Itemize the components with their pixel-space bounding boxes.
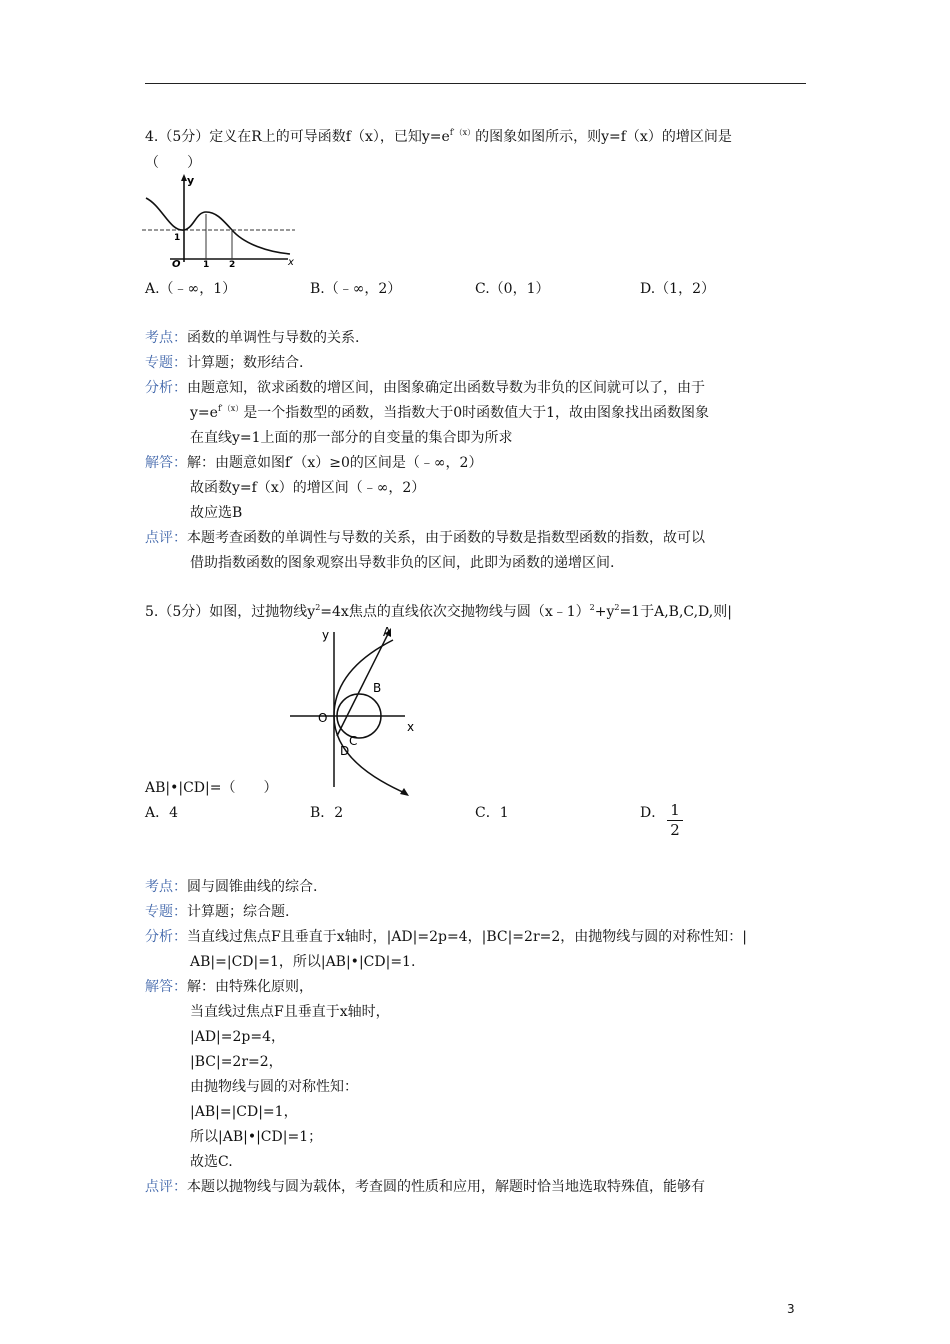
q5-fenxi-line2: AB|=|CD|=1，所以|AB|•|CD|=1. bbox=[190, 954, 416, 970]
q4-y-label: y bbox=[187, 174, 195, 187]
q5-zhuanti: 专题：计算题；综合题. bbox=[145, 904, 290, 920]
q4-answer-paren: （ ） bbox=[145, 155, 201, 171]
q4-curve bbox=[146, 198, 290, 254]
q5-option-d: D． bbox=[640, 805, 666, 821]
q5-kaodian: 考点：圆与圆锥曲线的综合. bbox=[145, 879, 318, 895]
q5-option-c: C．1 bbox=[475, 805, 509, 821]
q5-point-b-label: B bbox=[373, 681, 382, 695]
q4-fenxi: 分析：由题意知，欲求函数的增区间，由图象确定出函数导数为非负的区间就可以了，由于 bbox=[145, 380, 705, 396]
q5-jieda-line6: |AB|=|CD|=1， bbox=[190, 1104, 298, 1120]
q5-graph bbox=[285, 622, 435, 798]
q5-option-d-fraction bbox=[667, 802, 683, 839]
q4-fenxi-line2: $y=e^{f'(x)}$是一个指数型的函数，当指数大于0时函数值大于1，故由图象找出函数图象 bbox=[190, 404, 710, 421]
q4-stem: 4.（5分）定义在R上的可导函数f（x），已知$y=e^{f'(x)}$的图象如图所示，则y=f（x）的增区间是 bbox=[145, 128, 732, 145]
q4-jieda-line3: 故应选B bbox=[190, 505, 243, 521]
q5-parabola bbox=[334, 640, 407, 794]
q4-dianping-line2: 借助指数函数的图象观察出导数非负的区间，此即为函数的递增区间. bbox=[190, 555, 615, 571]
q5-option-b: B．2 bbox=[310, 805, 344, 821]
q4-fenxi-line3: 在直线y=1上面的那一部分的自变量的集合即为所求 bbox=[190, 430, 513, 446]
q4-option-b: B.（﹣∞，2） bbox=[310, 281, 402, 297]
q4-jieda: 解答：解：由题意如图f′（x）≥0的区间是（﹣∞，2） bbox=[145, 455, 483, 471]
q5-point-d-label: D bbox=[340, 744, 350, 758]
q5-jieda-line2: 当直线过焦点F且垂直于x轴时， bbox=[190, 1004, 390, 1020]
q4-option-d: D.（1，2） bbox=[640, 281, 715, 297]
header-rule bbox=[145, 83, 806, 84]
q5-jieda: 解答：解：由特殊化原则， bbox=[145, 979, 313, 995]
q5-point-a-label: A bbox=[383, 625, 392, 639]
q5-origin-label: O bbox=[318, 711, 328, 725]
q5-option-a: A．4 bbox=[145, 805, 179, 821]
q4-x-label: x bbox=[288, 257, 294, 268]
q4-graph bbox=[140, 172, 300, 268]
q5-jieda-line7: 所以|AB|•|CD|=1； bbox=[190, 1129, 323, 1145]
q5-jieda-line3: |AD|=2p=4， bbox=[190, 1029, 286, 1045]
q4-jieda-line2: 故函数y=f（x）的增区间（﹣∞，2） bbox=[190, 480, 426, 496]
q4-origin-label: O bbox=[172, 259, 181, 268]
q5-fenxi: 分析：当直线过焦点F且垂直于x轴时，|AD|=2p=4，|BC|=2r=2，由抛物线与圆的对称性知：| bbox=[145, 929, 747, 945]
q4-option-a: A.（﹣∞，1） bbox=[145, 281, 237, 297]
q5-option-d-denominator: 2 bbox=[670, 821, 680, 839]
q5-option-d-numerator: 1 bbox=[670, 801, 680, 819]
q5-stem: 5.（5分）如图，过抛物线$y^2=4x$焦点的直线依次交抛物线与圆$(x﹣1)^2+y^2=1$于A,B,C,D,则| bbox=[145, 603, 732, 620]
q5-y-label: y bbox=[322, 628, 330, 642]
q5-stem-line2: AB|•|CD|=（ ） bbox=[145, 780, 278, 796]
q5-point-c-label: C bbox=[349, 734, 358, 748]
q4-x-one-label: 1 bbox=[203, 260, 210, 268]
q4-y-one-label: 1 bbox=[174, 233, 181, 243]
q5-x-label: x bbox=[407, 720, 415, 734]
q5-dianping: 点评：本题以抛物线与圆为载体，考查圆的性质和应用，解题时恰当地选取特殊值，能够有 bbox=[145, 1179, 705, 1195]
q4-option-c: C.（0，1） bbox=[475, 281, 550, 297]
q4-kaodian: 考点：函数的单调性与导数的关系. bbox=[145, 330, 360, 346]
q5-jieda-line8: 故选C. bbox=[190, 1154, 233, 1170]
q4-zhuanti: 专题：计算题；数形结合. bbox=[145, 355, 304, 371]
q4-dianping: 点评：本题考查函数的单调性与导数的关系，由于函数的导数是指数型函数的指数，故可以 bbox=[145, 530, 705, 546]
page-number: 3 bbox=[787, 1302, 795, 1316]
q5-jieda-line5: 由抛物线与圆的对称性知： bbox=[190, 1079, 358, 1095]
q4-x-two-label: 2 bbox=[229, 260, 236, 268]
q5-jieda-line4: |BC|=2r=2， bbox=[190, 1054, 283, 1070]
q5-parabola-arrow-bottom bbox=[400, 788, 409, 796]
